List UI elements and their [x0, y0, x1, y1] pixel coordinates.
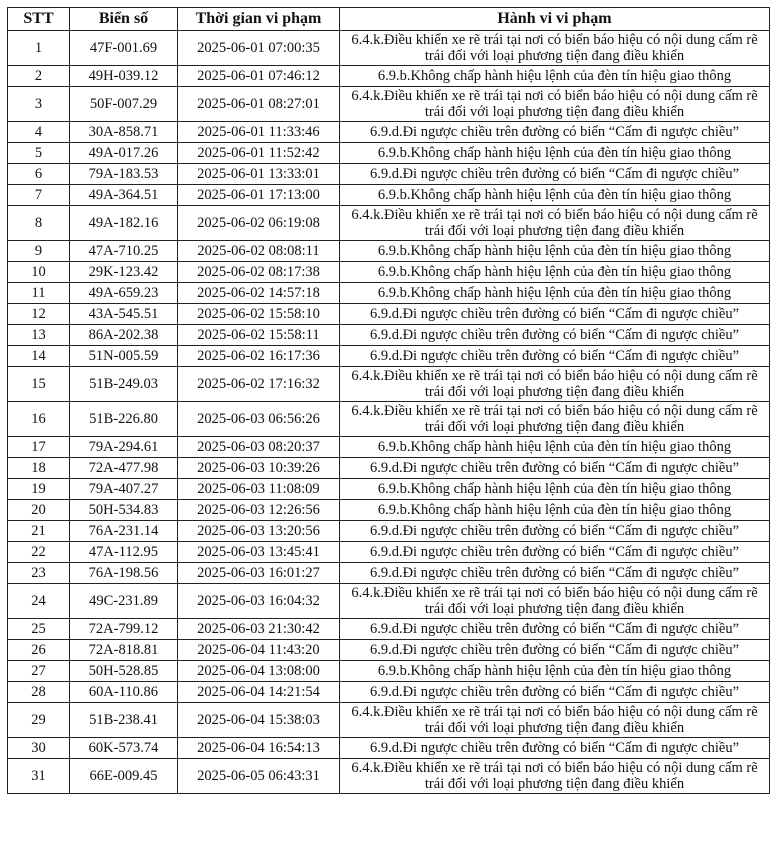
- table-row: [8, 703, 770, 738]
- cell-time: 2025-06-03 08:20:37: [178, 437, 340, 458]
- header-violation: Hành vi vi phạm: [340, 8, 770, 31]
- cell-violation: 6.4.k.Điều khiển xe rẽ trái tại nơi có biển báo hiệu có nội dung cấm rẽ trái đối với loại phương tiện đang điều khiển: [340, 759, 770, 794]
- cell-plate: 49A-659.23: [70, 283, 178, 304]
- cell-violation: 6.4.k.Điều khiển xe rẽ trái tại nơi có biển báo hiệu có nội dung cấm rẽ trái đối với loại phương tiện đang điều khiển: [340, 367, 770, 402]
- cell-stt: 22: [8, 542, 70, 563]
- cell-violation: 6.9.d.Đi ngược chiều trên đường có biển “Cấm đi ngược chiều”: [340, 563, 770, 584]
- cell-plate: 76A-198.56: [70, 563, 178, 584]
- table-row: [8, 325, 770, 346]
- cell-plate: 30A-858.71: [70, 122, 178, 143]
- table-row: [8, 759, 770, 794]
- table-row: [8, 640, 770, 661]
- cell-time: 2025-06-04 11:43:20: [178, 640, 340, 661]
- cell-stt: 1: [8, 31, 70, 66]
- cell-stt: 24: [8, 584, 70, 619]
- cell-plate: 49A-017.26: [70, 143, 178, 164]
- table-row: [8, 661, 770, 682]
- cell-time: 2025-06-03 21:30:42: [178, 619, 340, 640]
- cell-violation: 6.9.d.Đi ngược chiều trên đường có biển “Cấm đi ngược chiều”: [340, 738, 770, 759]
- table-row: [8, 458, 770, 479]
- cell-plate: 51B-226.80: [70, 402, 178, 437]
- cell-stt: 11: [8, 283, 70, 304]
- cell-time: 2025-06-02 15:58:10: [178, 304, 340, 325]
- cell-time: 2025-06-04 15:38:03: [178, 703, 340, 738]
- cell-plate: 50H-528.85: [70, 661, 178, 682]
- cell-violation: 6.9.b.Không chấp hành hiệu lệnh của đèn tín hiệu giao thông: [340, 500, 770, 521]
- cell-time: 2025-06-01 11:52:42: [178, 143, 340, 164]
- cell-plate: 86A-202.38: [70, 325, 178, 346]
- table-row: [8, 122, 770, 143]
- cell-violation: 6.9.b.Không chấp hành hiệu lệnh của đèn tín hiệu giao thông: [340, 185, 770, 206]
- cell-time: 2025-06-01 07:46:12: [178, 66, 340, 87]
- cell-plate: 50F-007.29: [70, 87, 178, 122]
- cell-plate: 79A-183.53: [70, 164, 178, 185]
- table-row: [8, 367, 770, 402]
- cell-violation: 6.4.k.Điều khiển xe rẽ trái tại nơi có biển báo hiệu có nội dung cấm rẽ trái đối với loại phương tiện đang điều khiển: [340, 87, 770, 122]
- table-row: [8, 164, 770, 185]
- cell-violation: 6.9.b.Không chấp hành hiệu lệnh của đèn tín hiệu giao thông: [340, 437, 770, 458]
- cell-time: 2025-06-05 06:43:31: [178, 759, 340, 794]
- cell-plate: 72A-799.12: [70, 619, 178, 640]
- cell-time: 2025-06-03 16:04:32: [178, 584, 340, 619]
- cell-stt: 7: [8, 185, 70, 206]
- cell-stt: 15: [8, 367, 70, 402]
- table-row: [8, 66, 770, 87]
- cell-violation: 6.9.b.Không chấp hành hiệu lệnh của đèn tín hiệu giao thông: [340, 283, 770, 304]
- cell-time: 2025-06-03 13:45:41: [178, 542, 340, 563]
- cell-time: 2025-06-01 13:33:01: [178, 164, 340, 185]
- cell-stt: 31: [8, 759, 70, 794]
- cell-plate: 72A-818.81: [70, 640, 178, 661]
- cell-violation: 6.9.d.Đi ngược chiều trên đường có biển “Cấm đi ngược chiều”: [340, 682, 770, 703]
- cell-time: 2025-06-02 17:16:32: [178, 367, 340, 402]
- table-row: [8, 346, 770, 367]
- cell-time: 2025-06-02 15:58:11: [178, 325, 340, 346]
- cell-stt: 12: [8, 304, 70, 325]
- table-row: [8, 500, 770, 521]
- table-row: [8, 31, 770, 66]
- table-row: [8, 262, 770, 283]
- cell-stt: 8: [8, 206, 70, 241]
- cell-time: 2025-06-04 16:54:13: [178, 738, 340, 759]
- cell-plate: 66E-009.45: [70, 759, 178, 794]
- cell-violation: 6.4.k.Điều khiển xe rẽ trái tại nơi có biển báo hiệu có nội dung cấm rẽ trái đối với loại phương tiện đang điều khiển: [340, 584, 770, 619]
- cell-stt: 16: [8, 402, 70, 437]
- cell-violation: 6.9.d.Đi ngược chiều trên đường có biển “Cấm đi ngược chiều”: [340, 164, 770, 185]
- cell-stt: 13: [8, 325, 70, 346]
- cell-time: 2025-06-04 13:08:00: [178, 661, 340, 682]
- cell-violation: 6.9.d.Đi ngược chiều trên đường có biển “Cấm đi ngược chiều”: [340, 521, 770, 542]
- header-plate: Biển số: [70, 8, 178, 31]
- cell-violation: 6.9.d.Đi ngược chiều trên đường có biển “Cấm đi ngược chiều”: [340, 304, 770, 325]
- cell-plate: 79A-407.27: [70, 479, 178, 500]
- cell-plate: 60K-573.74: [70, 738, 178, 759]
- cell-stt: 19: [8, 479, 70, 500]
- cell-time: 2025-06-01 11:33:46: [178, 122, 340, 143]
- cell-stt: 5: [8, 143, 70, 164]
- cell-plate: 50H-534.83: [70, 500, 178, 521]
- cell-time: 2025-06-01 17:13:00: [178, 185, 340, 206]
- cell-stt: 20: [8, 500, 70, 521]
- cell-plate: 43A-545.51: [70, 304, 178, 325]
- header-stt: STT: [8, 8, 70, 31]
- cell-time: 2025-06-03 12:26:56: [178, 500, 340, 521]
- cell-plate: 49H-039.12: [70, 66, 178, 87]
- table-row: [8, 304, 770, 325]
- cell-stt: 6: [8, 164, 70, 185]
- cell-plate: 72A-477.98: [70, 458, 178, 479]
- table-row: [8, 619, 770, 640]
- cell-violation: 6.9.b.Không chấp hành hiệu lệnh của đèn tín hiệu giao thông: [340, 66, 770, 87]
- cell-stt: 30: [8, 738, 70, 759]
- table-row: [8, 87, 770, 122]
- cell-plate: 51B-238.41: [70, 703, 178, 738]
- cell-violation: 6.9.d.Đi ngược chiều trên đường có biển “Cấm đi ngược chiều”: [340, 325, 770, 346]
- cell-violation: 6.9.d.Đi ngược chiều trên đường có biển “Cấm đi ngược chiều”: [340, 458, 770, 479]
- cell-plate: 60A-110.86: [70, 682, 178, 703]
- table-row: [8, 521, 770, 542]
- table-row: [8, 143, 770, 164]
- violations-table: [7, 7, 770, 794]
- cell-time: 2025-06-03 06:56:26: [178, 402, 340, 437]
- cell-time: 2025-06-02 08:17:38: [178, 262, 340, 283]
- cell-plate: 79A-294.61: [70, 437, 178, 458]
- cell-violation: 6.4.k.Điều khiển xe rẽ trái tại nơi có biển báo hiệu có nội dung cấm rẽ trái đối với loại phương tiện đang điều khiển: [340, 402, 770, 437]
- cell-violation: 6.9.d.Đi ngược chiều trên đường có biển “Cấm đi ngược chiều”: [340, 640, 770, 661]
- cell-plate: 29K-123.42: [70, 262, 178, 283]
- cell-time: 2025-06-04 14:21:54: [178, 682, 340, 703]
- cell-stt: 9: [8, 241, 70, 262]
- cell-plate: 49A-182.16: [70, 206, 178, 241]
- table-row: [8, 206, 770, 241]
- cell-violation: 6.9.b.Không chấp hành hiệu lệnh của đèn tín hiệu giao thông: [340, 241, 770, 262]
- table-row: [8, 584, 770, 619]
- cell-violation: 6.9.b.Không chấp hành hiệu lệnh của đèn tín hiệu giao thông: [340, 143, 770, 164]
- cell-stt: 10: [8, 262, 70, 283]
- cell-violation: 6.9.d.Đi ngược chiều trên đường có biển “Cấm đi ngược chiều”: [340, 542, 770, 563]
- cell-time: 2025-06-02 08:08:11: [178, 241, 340, 262]
- cell-plate: 47A-112.95: [70, 542, 178, 563]
- table-header: [8, 8, 770, 31]
- cell-violation: 6.9.b.Không chấp hành hiệu lệnh của đèn tín hiệu giao thông: [340, 262, 770, 283]
- cell-plate: 51B-249.03: [70, 367, 178, 402]
- cell-violation: 6.4.k.Điều khiển xe rẽ trái tại nơi có biển báo hiệu có nội dung cấm rẽ trái đối với loại phương tiện đang điều khiển: [340, 703, 770, 738]
- cell-stt: 21: [8, 521, 70, 542]
- table-row: [8, 682, 770, 703]
- cell-stt: 27: [8, 661, 70, 682]
- cell-stt: 2: [8, 66, 70, 87]
- table-row: [8, 437, 770, 458]
- cell-violation: 6.9.d.Đi ngược chiều trên đường có biển “Cấm đi ngược chiều”: [340, 346, 770, 367]
- cell-time: 2025-06-01 07:00:35: [178, 31, 340, 66]
- table-row: [8, 479, 770, 500]
- cell-violation: 6.9.d.Đi ngược chiều trên đường có biển “Cấm đi ngược chiều”: [340, 122, 770, 143]
- cell-time: 2025-06-03 16:01:27: [178, 563, 340, 584]
- cell-stt: 17: [8, 437, 70, 458]
- cell-violation: 6.9.b.Không chấp hành hiệu lệnh của đèn tín hiệu giao thông: [340, 661, 770, 682]
- table-row: [8, 283, 770, 304]
- cell-stt: 14: [8, 346, 70, 367]
- cell-plate: 51N-005.59: [70, 346, 178, 367]
- cell-plate: 49A-364.51: [70, 185, 178, 206]
- cell-time: 2025-06-03 11:08:09: [178, 479, 340, 500]
- cell-time: 2025-06-02 06:19:08: [178, 206, 340, 241]
- cell-violation: 6.4.k.Điều khiển xe rẽ trái tại nơi có biển báo hiệu có nội dung cấm rẽ trái đối với loại phương tiện đang điều khiển: [340, 206, 770, 241]
- cell-stt: 28: [8, 682, 70, 703]
- header-row: [8, 8, 770, 31]
- cell-stt: 26: [8, 640, 70, 661]
- cell-violation: 6.9.b.Không chấp hành hiệu lệnh của đèn tín hiệu giao thông: [340, 479, 770, 500]
- table-row: [8, 542, 770, 563]
- cell-plate: 47A-710.25: [70, 241, 178, 262]
- table-body: [8, 31, 770, 794]
- header-time: Thời gian vi phạm: [178, 8, 340, 31]
- cell-stt: 29: [8, 703, 70, 738]
- cell-time: 2025-06-02 16:17:36: [178, 346, 340, 367]
- cell-stt: 3: [8, 87, 70, 122]
- cell-time: 2025-06-03 13:20:56: [178, 521, 340, 542]
- table-row: [8, 402, 770, 437]
- cell-stt: 4: [8, 122, 70, 143]
- cell-violation: 6.9.d.Đi ngược chiều trên đường có biển “Cấm đi ngược chiều”: [340, 619, 770, 640]
- cell-plate: 47F-001.69: [70, 31, 178, 66]
- cell-plate: 76A-231.14: [70, 521, 178, 542]
- cell-stt: 23: [8, 563, 70, 584]
- cell-time: 2025-06-03 10:39:26: [178, 458, 340, 479]
- table-row: [8, 241, 770, 262]
- table-row: [8, 185, 770, 206]
- cell-plate: 49C-231.89: [70, 584, 178, 619]
- cell-violation: 6.4.k.Điều khiển xe rẽ trái tại nơi có biển báo hiệu có nội dung cấm rẽ trái đối với loại phương tiện đang điều khiển: [340, 31, 770, 66]
- cell-time: 2025-06-01 08:27:01: [178, 87, 340, 122]
- cell-stt: 18: [8, 458, 70, 479]
- cell-time: 2025-06-02 14:57:18: [178, 283, 340, 304]
- table-row: [8, 738, 770, 759]
- table-row: [8, 563, 770, 584]
- cell-stt: 25: [8, 619, 70, 640]
